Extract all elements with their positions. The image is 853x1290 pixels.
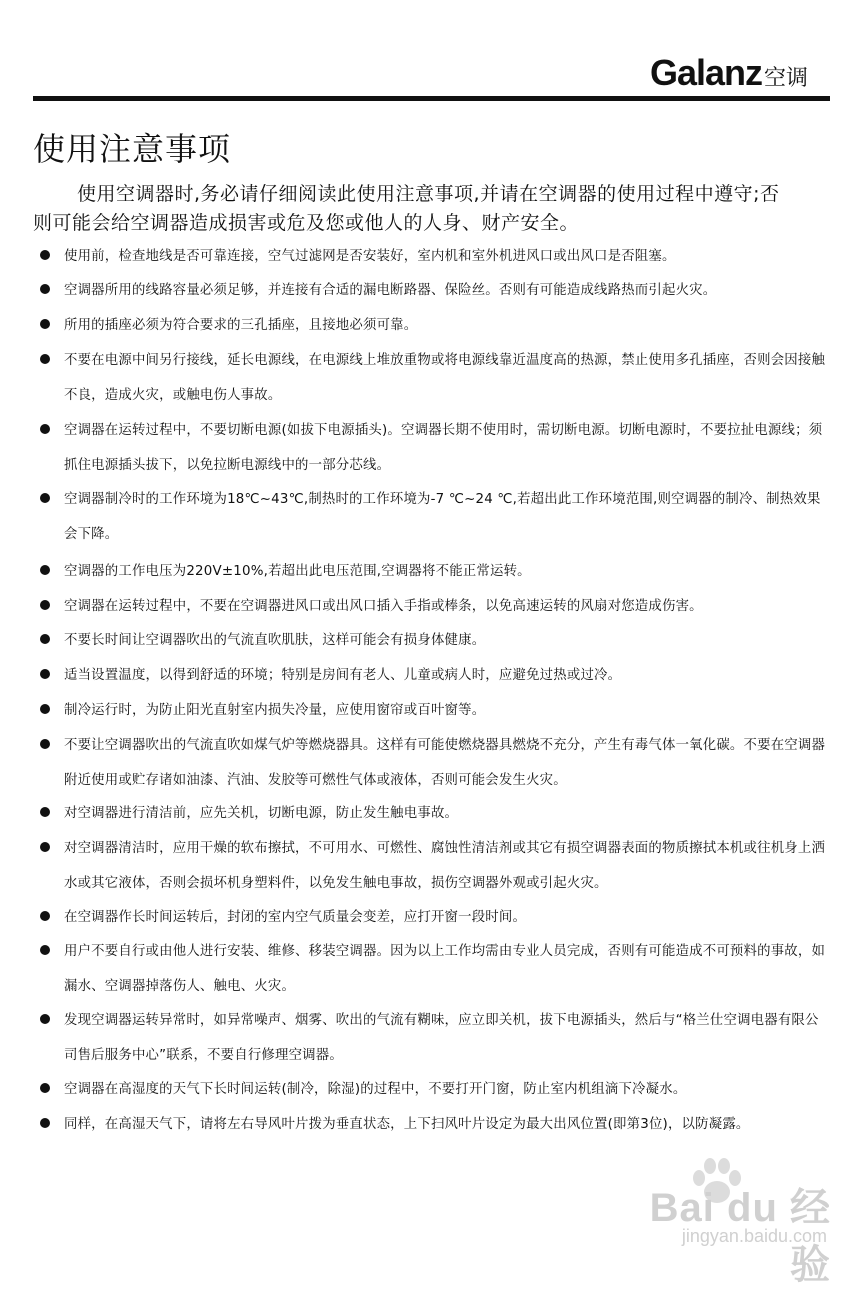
list-item bbox=[40, 239, 830, 274]
list-item bbox=[40, 273, 830, 308]
list-item bbox=[40, 693, 830, 728]
list-item-text: 使用前，检查地线是否可靠连接，空气过滤网是否安装好，室内机和室外机进风口或出风口是否阻塞。 bbox=[64, 249, 676, 264]
baidu-jingyan-watermark bbox=[611, 1152, 831, 1287]
bullet-icon bbox=[40, 600, 50, 610]
intro-paragraph: 使用空调器时,务必请仔细阅读此使用注意事项,并请在空调器的使用过程中遵守;否则可能会给空调器造成损害或危及您或他人的人身、财产安全。 bbox=[33, 183, 780, 234]
bullet-icon bbox=[40, 1014, 50, 1024]
list-item-text: 空调器所用的线路容量必须足够，并连接有合适的漏电断路器、保险丝。否则有可能造成线路热而引起火灾。 bbox=[64, 283, 717, 298]
bullet-icon bbox=[40, 945, 50, 955]
list-item bbox=[40, 589, 830, 624]
bullet-icon bbox=[40, 634, 50, 644]
bullet-icon bbox=[40, 284, 50, 294]
list-item bbox=[40, 1072, 830, 1107]
list-item-text: 不要让空调器吹出的气流直吹如煤气炉等燃烧器具。这样有可能使燃烧器具燃烧不充分，产生有毒气体一氧化碳。不要在空调器附近使用或贮存诸如油漆、汽油、发胶等可燃性气体或液体，否则可能会发生火灾。 bbox=[64, 738, 826, 788]
list-item bbox=[40, 900, 830, 935]
list-item-text: 空调器制冷时的工作环境为18℃~43℃,制热时的工作环境为-7 ℃~24 ℃,若超出此工作环境范围,则空调器的制冷、制热效果会下降。 bbox=[64, 492, 821, 542]
page-title: 使用注意事项 bbox=[33, 130, 232, 168]
list-item bbox=[40, 308, 830, 343]
list-item-text: 适当设置温度，以得到舒适的环境；特别是房间有老人、儿童或病人时，应避免过热或过冷。 bbox=[64, 668, 622, 683]
list-item-text: 不要长时间让空调器吹出的气流直吹肌肤，这样可能会有损身体健康。 bbox=[64, 633, 486, 648]
list-item bbox=[40, 554, 830, 589]
brand-suffix: 空调 bbox=[763, 66, 808, 91]
list-item bbox=[40, 413, 830, 483]
bullet-icon bbox=[40, 1083, 50, 1093]
list-item-text: 空调器在运转过程中，不要在空调器进风口或出风口插入手指或棒条，以免高速运转的风扇对您造成伤害。 bbox=[64, 599, 703, 614]
list-item-text: 用户不要自行或由他人进行安装、维修、移装空调器。因为以上工作均需由专业人员完成，否则有可能造成不可预料的事故，如漏水、空调器掉落伤人、触电、火灾。 bbox=[64, 944, 826, 994]
watermark-title: Bai du 经验 bbox=[649, 1186, 831, 1287]
list-item-text: 所用的插座必须为符合要求的三孔插座，且接地必须可靠。 bbox=[64, 318, 418, 333]
list-item-text: 对空调器进行清洁前，应先关机，切断电源，防止发生触电事故。 bbox=[64, 806, 459, 821]
list-item bbox=[40, 934, 830, 1004]
list-item bbox=[40, 1003, 830, 1073]
list-item-text: 空调器在高湿度的天气下长时间运转(制冷，除湿)的过程中，不要打开门窗，防止室内机组滴下冷凝水。 bbox=[64, 1082, 687, 1097]
bullet-icon bbox=[40, 739, 50, 749]
bullet-icon bbox=[40, 842, 50, 852]
brand-logo bbox=[650, 52, 808, 94]
list-item bbox=[40, 658, 830, 693]
bullet-icon bbox=[40, 354, 50, 364]
bullet-icon bbox=[40, 911, 50, 921]
bullet-icon bbox=[40, 424, 50, 434]
brand-name: Galanz bbox=[649, 52, 762, 93]
bullet-icon bbox=[40, 565, 50, 575]
bullet-icon bbox=[40, 704, 50, 714]
list-item bbox=[40, 623, 830, 658]
list-item-text: 空调器的工作电压为220V±10%,若超出此电压范围,空调器将不能正常运转。 bbox=[64, 564, 531, 579]
list-item-text: 同样，在高湿天气下，请将左右导风叶片拨为垂直状态，上下扫风叶片设定为最大出风位置(即第3位)，以防凝露。 bbox=[64, 1117, 750, 1132]
list-item bbox=[40, 482, 830, 552]
list-item bbox=[40, 1107, 830, 1142]
bullet-icon bbox=[40, 807, 50, 817]
list-item bbox=[40, 831, 830, 901]
list-item-text: 在空调器作长时间运转后，封闭的室内空气质量会变差，应打开窗一段时间。 bbox=[64, 910, 527, 925]
bullet-icon bbox=[40, 319, 50, 329]
bullet-icon bbox=[40, 669, 50, 679]
list-item-text: 对空调器清洁时，应用干燥的软布擦拭，不可用水、可燃性、腐蚀性清洁剂或其它有损空调器表面的物质擦拭本机或往机身上洒水或其它液体，否则会损坏机身塑料件，以免发生触电事故，损伤空调器外观或引起火灾。 bbox=[64, 841, 826, 891]
bullet-icon bbox=[40, 1118, 50, 1128]
list-item-text: 发现空调器运转异常时，如异常噪声、烟雾、吹出的气流有糊味，应立即关机，拔下电源插头，然后与“格兰仕空调电器有限公司售后服务中心”联系，不要自行修理空调器。 bbox=[64, 1013, 819, 1063]
page-header bbox=[33, 52, 830, 101]
list-item-text: 不要在电源中间另行接线，延长电源线，在电源线上堆放重物或将电源线靠近温度高的热源，禁止使用多孔插座，否则会因接触不良，造成火灾，或触电伤人事故。 bbox=[64, 353, 826, 403]
list-item-text: 空调器在运转过程中，不要切断电源(如拔下电源插头)。空调器长期不使用时，需切断电源。切断电源时，不要拉扯电源线；须抓住电源插头拔下，以免拉断电源线中的一部分芯线。 bbox=[64, 423, 823, 473]
watermark-url: jingyan.baidu.com bbox=[681, 1226, 827, 1246]
list-item-text: 制冷运行时，为防止阳光直射室内损失冷量，应使用窗帘或百叶窗等。 bbox=[64, 703, 486, 718]
bullet-icon bbox=[40, 250, 50, 260]
bullet-icon bbox=[40, 493, 50, 503]
list-item bbox=[40, 343, 830, 413]
list-item bbox=[40, 796, 830, 831]
list-item bbox=[40, 728, 830, 798]
